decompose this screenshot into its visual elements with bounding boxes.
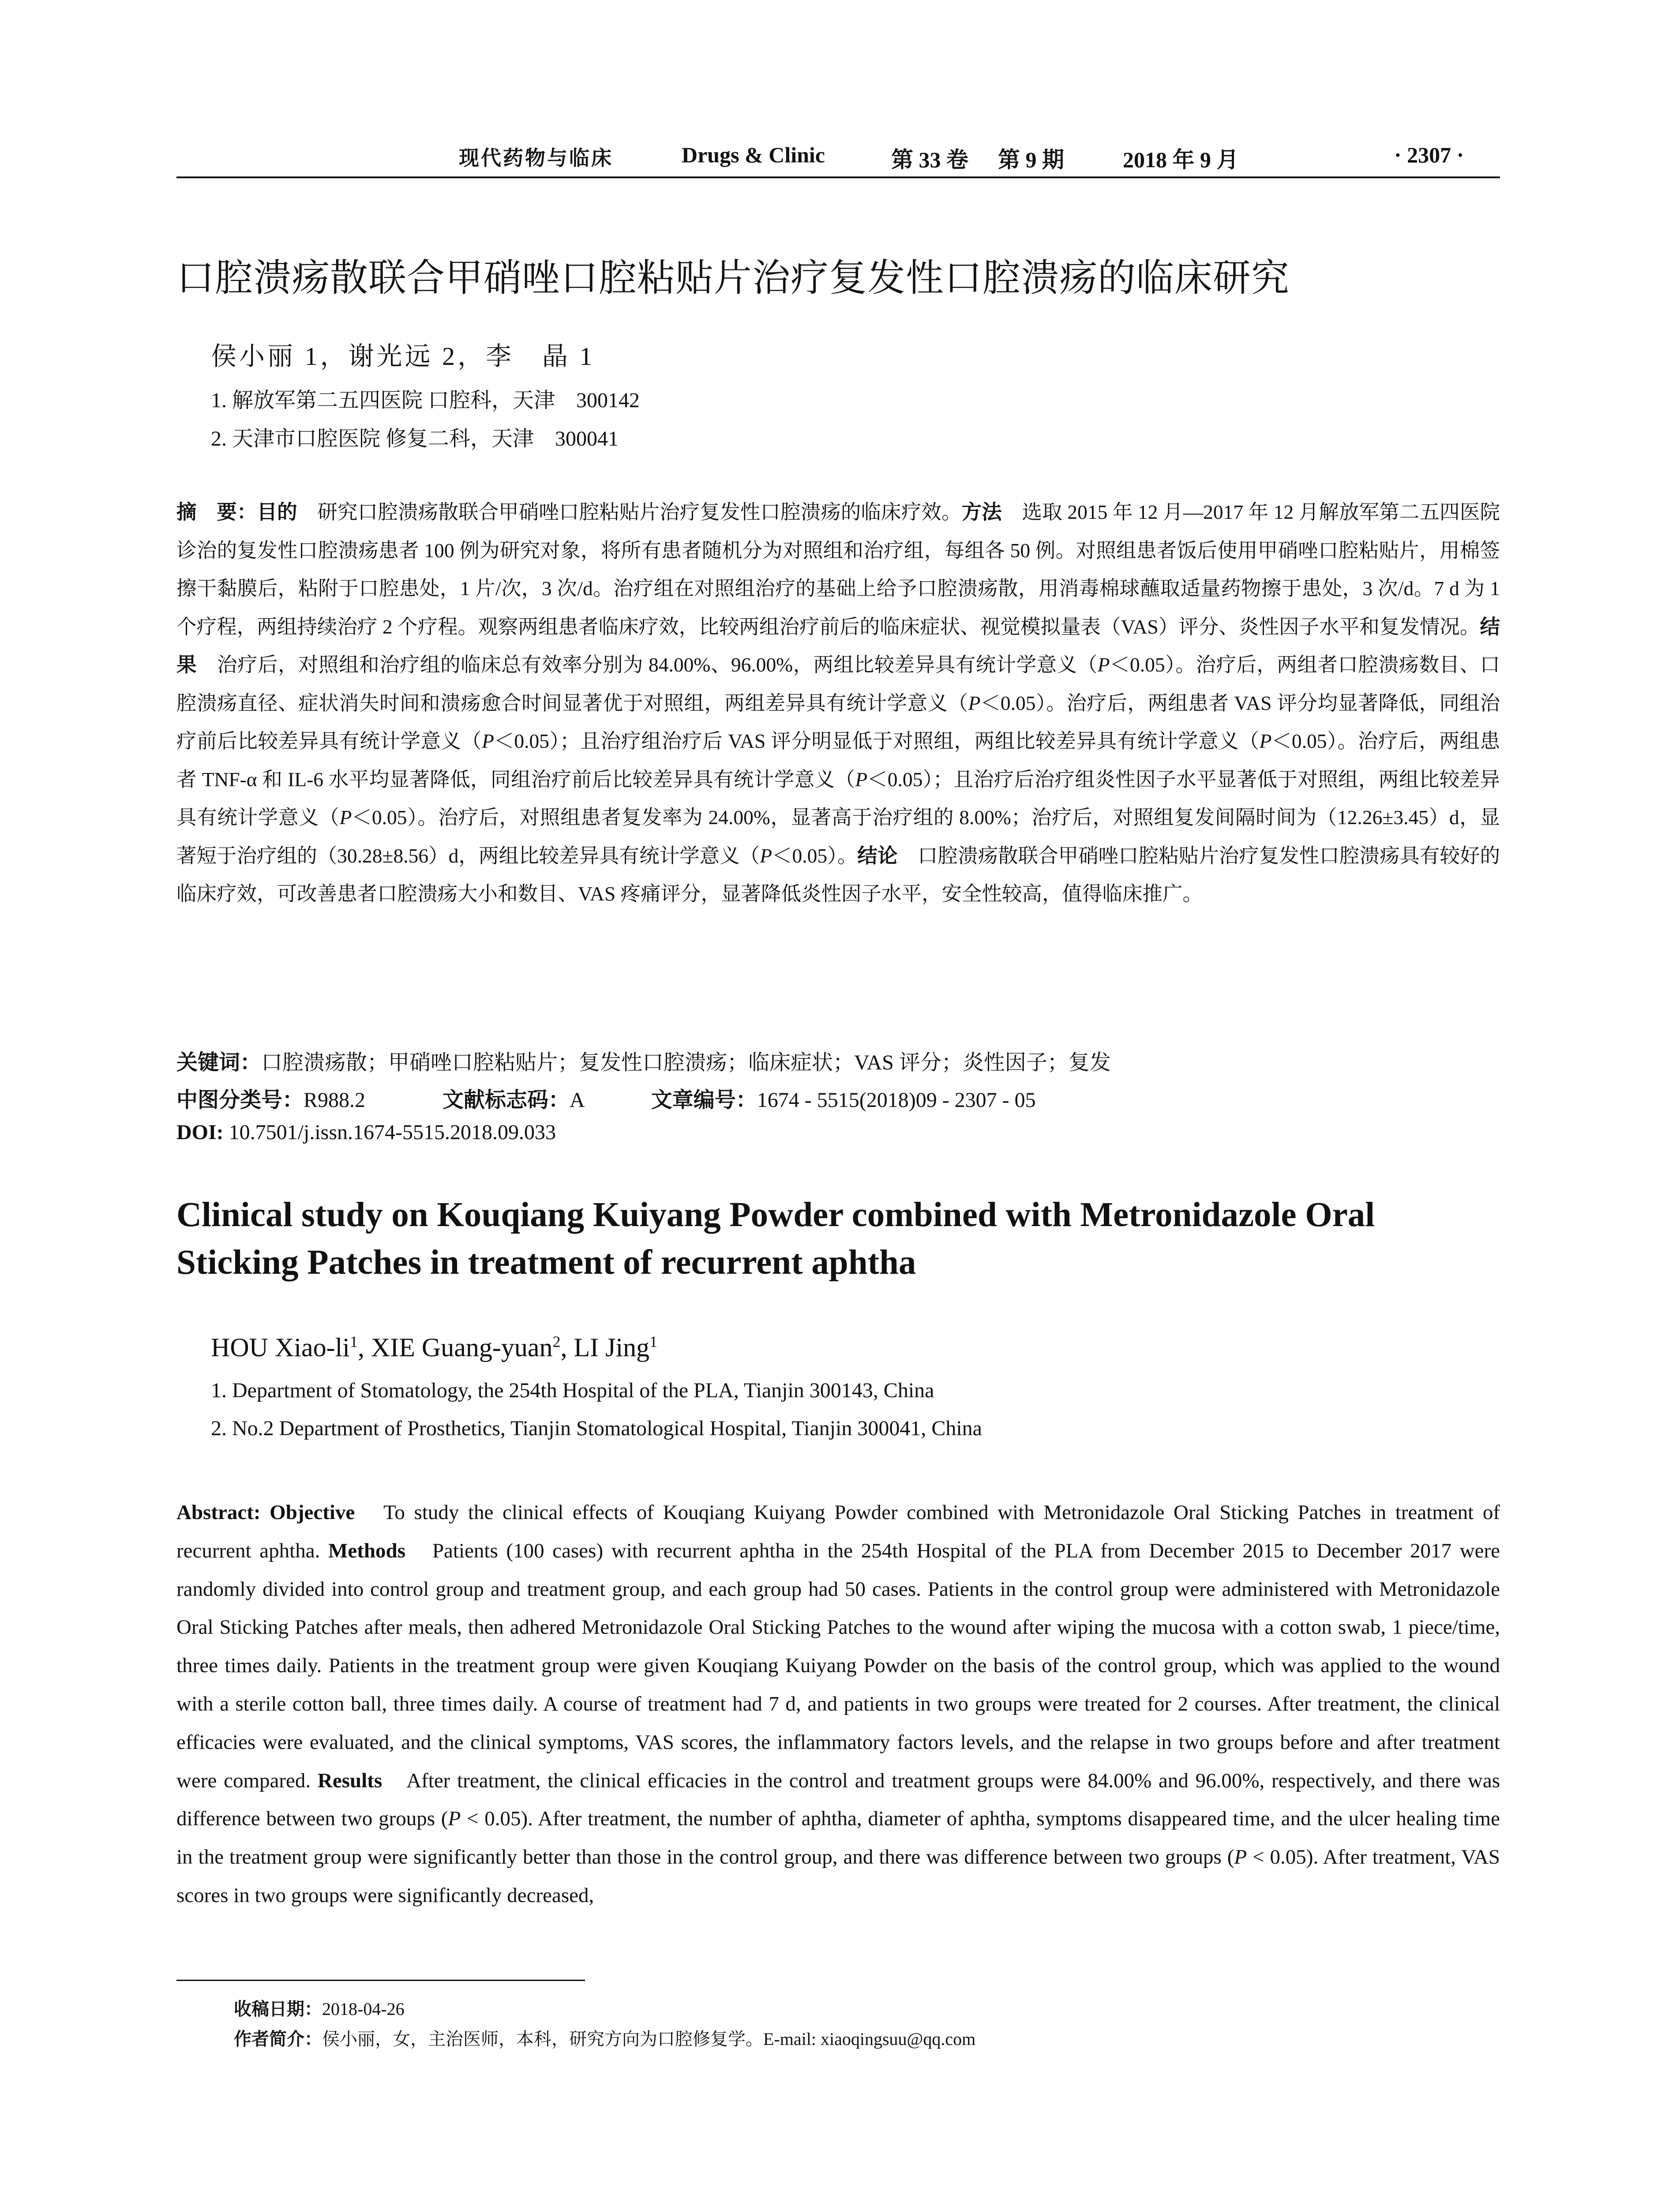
article-no-value: 1674 - 5515(2018)09 - 2307 - 05	[757, 1088, 1036, 1112]
issue-date: 2018 年 9 月	[1123, 147, 1239, 172]
issue: 第 9 期	[998, 147, 1064, 172]
doc-code-label: 文献标志码：	[442, 1088, 570, 1112]
objective-text-en: To study the clinical effects of Kouqiang Kuiyang Powder combined with Metronidazole Oral Sticking Patches in treatment of recurrent aphtha.	[176, 1501, 1500, 1562]
results-label-cn: 结果	[176, 615, 1500, 676]
journal-name-en: Drugs & Clinic	[682, 143, 825, 167]
affiliation-en-2: 2. No.2 Department of Prosthetics, Tianjin Stomatological Hospital, Tianjin 300041, China	[211, 1417, 982, 1440]
results-text-cn: ＜0.05）。治疗后，两组患者 VAS 评分均显著降低，同组治疗前后比较差异具有统计学意义（	[176, 691, 1500, 752]
author-affiliation-mark: 1	[649, 1333, 658, 1351]
received-value: 2018-04-26	[322, 1999, 405, 2019]
objective-label-cn: 目的	[257, 500, 297, 524]
author-bio-label: 作者简介：	[234, 2029, 322, 2049]
authors-en	[211, 1332, 657, 1363]
affiliation-cn-1: 1. 解放军第二五四医院 口腔科，天津 300142	[211, 389, 640, 412]
paper-title-cn: 口腔溃疡散联合甲硝唑口腔粘贴片治疗复发性口腔溃疡的临床研究	[176, 256, 1290, 300]
author-name: , XIE Guang-yuan	[357, 1333, 553, 1362]
results-text-cn: 治疗后，对照组和治疗组的临床总有效率分别为 84.00%、96.00%，两组比较差异具有统计学意义（	[197, 653, 1098, 676]
methods-label-en: Methods	[328, 1539, 405, 1562]
results-text-cn: ＜0.05）。治疗后，两组者口腔溃疡数目、口腔溃疡直径、症状消失时间和溃疡愈合时间显著优于对照组，两组差异具有统计学意义（	[176, 653, 1500, 714]
objective-text-cn: 研究口腔溃疡散联合甲硝唑口腔粘贴片治疗复发性口腔溃疡的临床疗效。	[297, 501, 962, 523]
results-text-cn: ＜0.05）；且治疗组治疗后 VAS 评分明显低于对照组，两组比较差异具有统计学意义（	[494, 730, 1260, 752]
results-text-en: < 0.05). After treatment, the number of aphtha, diameter of aphtha, symptoms disappeared time, and the ulcer healing time in the treatment group were significantly better than those in the control group, and there was difference between two groups (	[176, 1807, 1500, 1869]
keywords-cn	[176, 1045, 1111, 1076]
article-no-label: 文章编号：	[651, 1088, 757, 1112]
abstract-label-en: Abstract: Objective	[176, 1501, 355, 1524]
received-date	[234, 1995, 405, 2020]
results-label-en: Results	[317, 1769, 382, 1792]
page-number: · 2307 ·	[1394, 143, 1464, 167]
volume: 第 33 卷	[891, 147, 968, 172]
footnote-rule	[176, 1980, 585, 1981]
affiliation-cn-2: 2. 天津市口腔医院 修复二科，天津 300041	[211, 427, 619, 450]
author-bio	[234, 2025, 975, 2050]
running-header	[176, 142, 1500, 176]
p-symbol: P	[482, 730, 494, 752]
classification-line	[176, 1083, 1036, 1113]
p-symbol: P	[339, 806, 352, 829]
author-bio-text: 侯小丽，女，主治医师，本科，研究方向为口腔修复学。E-mail: xiaoqingsuu@qq.com	[322, 2029, 976, 2049]
clc-label: 中图分类号：	[176, 1088, 304, 1112]
p-symbol: P	[855, 768, 868, 791]
methods-text-en: Patients (100 cases) with recurrent aphtha in the 254th Hospital of the PLA from December 2015 to December 2017 were randomly divided into control group and treatment group, and each group had 50 cases. Patients in the control group were administered with Metronidazole Oral Sticking Patches after meals, then adhered Metronidazole Oral Sticking Patches to the wound after wiping the mucosa with a cotton swab, 1 piece/time, three times daily. Patients in the treatment group were given Kouqiang Kuiyang Powder on the basis of the control group, which was applied to the wound with a sterile cotton ball, three times daily. A course of treatment had 7 d, and patients in two groups were treated for 2 courses. After treatment, the clinical efficacies were evaluated, and the clinical symptoms, VAS scores, the inflammatory factors levels, and the relapse in two groups before and after treatment were compared.	[176, 1539, 1500, 1792]
keywords-text: 口腔溃疡散；甲硝唑口腔粘贴片；复发性口腔溃疡；临床症状；VAS 评分；炎性因子；复发	[261, 1051, 1111, 1074]
author-name: , LI Jing	[560, 1333, 650, 1362]
paper-title-en: Clinical study on Kouqiang Kuiyang Powder combined with Metronidazole Oral Sticking Patches in treatment of recurrent aphtha	[176, 1196, 1375, 1282]
p-symbol: P	[968, 691, 981, 714]
abstract-label-cn: 摘 要：	[176, 500, 257, 524]
header-rule	[176, 176, 1500, 178]
doi-line	[176, 1120, 556, 1144]
methods-text-cn: 选取 2015 年 12 月—2017 年 12 月解放军第二五四医院诊治的复发性口腔溃疡患者 100 例为研究对象，将所有患者随机分为对照组和治疗组，每组各 50 例。对照组患者饭后使用甲硝唑口腔粘贴片，用棉签擦干黏膜后，粘附于口腔患处，1 片/次，3 次/d。治疗组在对照组治疗的基础上给予口腔溃疡散，用消毒棉球蘸取适量药物擦于患处，3 次/d。7 d 为 1 个疗程，两组持续治疗 2 个疗程。观察两组患者临床疗效，比较两组治疗前后的临床症状、视觉模拟量表（VAS）评分、炎性因子水平和复发情况。	[176, 501, 1500, 638]
doc-code-value: A	[570, 1088, 585, 1112]
results-text-en: After treatment, the clinical efficacies in the control and treatment groups were 84.00% and 96.00%, respectively, and there was difference between two groups (	[176, 1769, 1500, 1831]
keywords-label: 关键词：	[176, 1050, 262, 1075]
conclusion-label-cn: 结论	[857, 844, 898, 867]
author-affiliation-mark: 2	[552, 1333, 561, 1351]
author-name: HOU Xiao-li	[211, 1333, 350, 1362]
p-symbol: P	[760, 844, 772, 867]
p-symbol: P	[1097, 653, 1110, 676]
authors-cn: 侯小丽 1，谢光远 2，李 晶 1	[211, 342, 595, 371]
author-affiliation-mark: 1	[349, 1333, 358, 1351]
results-text-cn: ＜0.05）；且治疗后治疗组炎性因子水平显著低于对照组，两组比较差异具有统计学意义（	[176, 768, 1500, 829]
methods-label-cn: 方法	[961, 500, 1002, 524]
p-symbol: P	[1234, 1846, 1247, 1869]
affiliation-en-1: 1. Department of Stomatology, the 254th Hospital of the PLA, Tianjin 300143, China	[211, 1379, 934, 1402]
p-symbol: P	[448, 1807, 461, 1831]
results-text-cn: ＜0.05）。	[772, 844, 858, 867]
abstract-en	[176, 1493, 1500, 1915]
journal-name-cn: 现代药物与临床	[459, 146, 613, 170]
abstract-cn	[176, 493, 1500, 913]
doi-label: DOI:	[176, 1121, 224, 1144]
results-text-cn: ＜0.05）。治疗后，两组患者 TNF-α 和 IL-6 水平均显著降低，同组治疗前后比较差异具有统计学意义（	[176, 730, 1500, 791]
p-symbol: P	[1259, 730, 1272, 752]
received-label: 收稿日期：	[234, 1999, 322, 2019]
doi-value: 10.7501/j.issn.1674-5515.2018.09.033	[223, 1121, 556, 1144]
results-text-cn: ＜0.05）。治疗后，对照组患者复发率为 24.00%，显著高于治疗组的 8.00%；治疗后，对照组复发间隔时间为（12.26±3.45）d，显著短于治疗组的（30.28±8.56）d，两组比较差异具有统计学意义（	[176, 806, 1500, 867]
results-text-en: < 0.05). After treatment, VAS scores in two groups were significantly decreased,	[176, 1846, 1500, 1907]
conclusion-text-cn: 口腔溃疡散联合甲硝唑口腔粘贴片治疗复发性口腔溃疡具有较好的临床疗效，可改善患者口腔溃疡大小和数目、VAS 疼痛评分，显著降低炎性因子水平，安全性较高，值得临床推广。	[176, 844, 1500, 905]
clc-value: R988.2	[304, 1088, 366, 1112]
